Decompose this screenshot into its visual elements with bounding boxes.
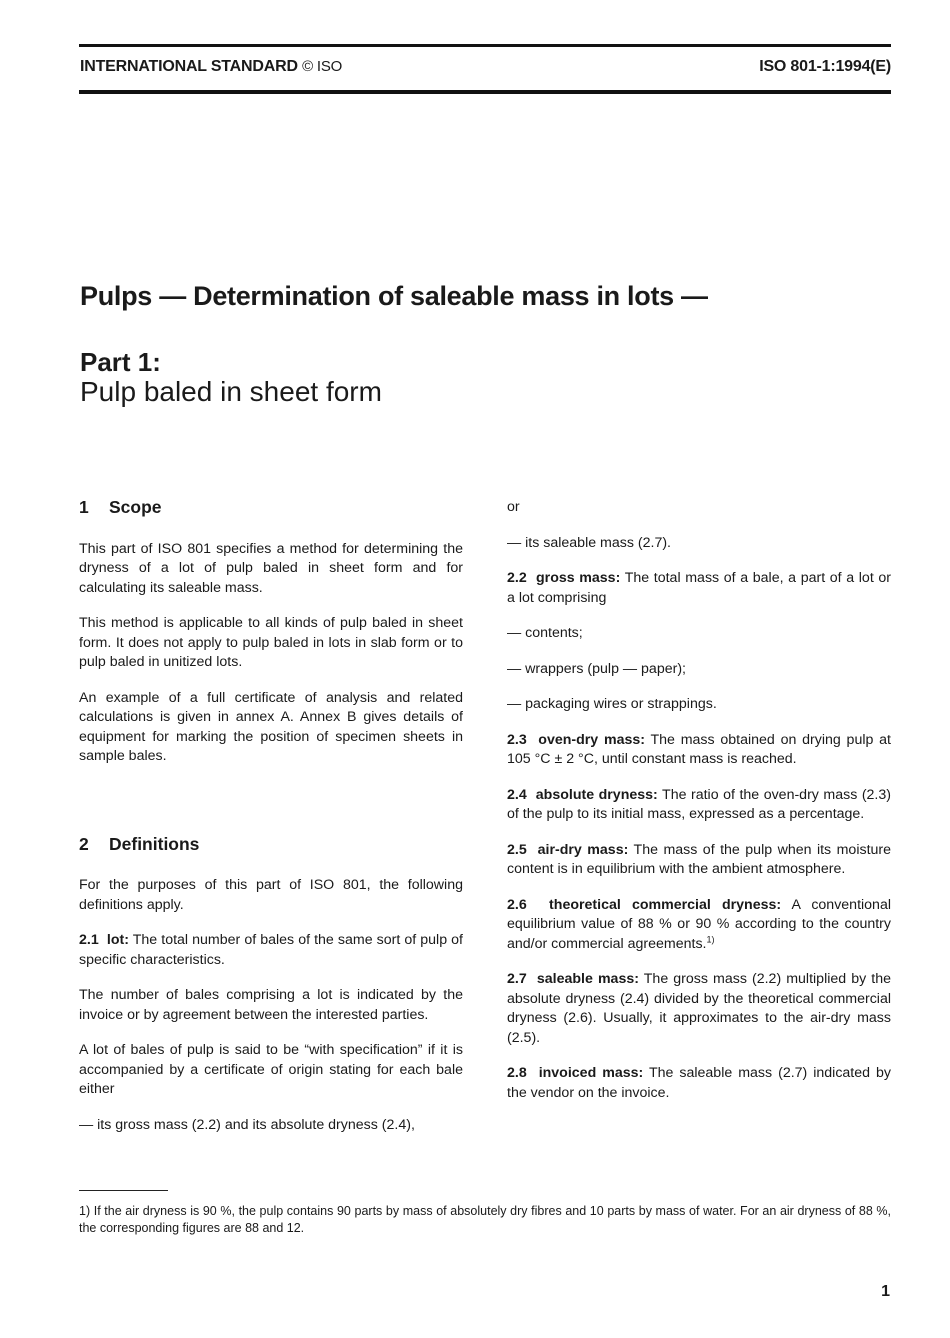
header-top-rule: [79, 44, 891, 47]
footnote: 1) If the air dryness is 90 %, the pulp contains 90 parts by mass of absolutely dry fibres and 10 parts by mass of water. For an air dryness of 88 %, the corresponding figures are 88 and 12.: [79, 1204, 891, 1235]
definition-2-5: 2.5 air-dry mass: The mass of the pulp when its moisture content is in equilibrium with the ambient atmosphere.: [507, 841, 892, 877]
section-2-heading: 2 Definitions: [79, 833, 200, 854]
standard-type-label: INTERNATIONAL STANDARD: [80, 58, 298, 75]
definition-2-2: 2.2 gross mass: The total mass of a bale, a part of a lot or a lot comprising: [507, 570, 892, 606]
lot-list-item-1: — its gross mass (2.2) and its absolute dryness (2.4),: [79, 1116, 415, 1133]
definition-2-3: 2.3 oven-dry mass: The mass obtained on drying pulp at 105 °C ± 2 °C, until constant mass is reached.: [507, 731, 891, 767]
document-title: Pulps — Determination of saleable mass in lots —: [80, 281, 708, 311]
document-type: [80, 58, 342, 76]
page-number: 1: [881, 1283, 890, 1300]
left-column: [79, 498, 463, 1151]
lot-paragraph-1: The number of bales comprising a lot is indicated by the invoice or by agreement between the interested parties.: [79, 987, 463, 1023]
copyright-label: © ISO: [302, 58, 343, 75]
definition-2-6: 2.6 theoretical commercial dryness: A conventional equilibrium value of 88 % or 90 % according to the country and/or commercial agreements.$^{1)}$: [507, 896, 891, 952]
part-label: Part 1:: [80, 347, 161, 377]
right-column: [507, 498, 891, 1119]
definition-2-7: 2.7 saleable mass: The gross mass (2.2) multiplied by the absolute dryness (2.4) divided by the theoretical commercial dryness (2.6). Usually, it approximates to the air-dry mass (2.5).: [507, 971, 891, 1046]
scope-paragraph-2: This method is applicable to all kinds of pulp baled in sheet form. It does not apply to pulp baled in lots in slab form or to pulp baled in unitized lots.: [79, 615, 463, 670]
part-title: Pulp baled in sheet form: [80, 376, 382, 407]
section-1-heading: 1 Scope: [79, 497, 162, 517]
or-label: or: [507, 499, 520, 515]
scope-paragraph-3: An example of a full certificate of analysis and related calculations is given in annex A. Annex B gives details of equipment for marking the position of specimen sheets in sample bales.: [79, 689, 463, 764]
definition-2-8: 2.8 invoiced mass: The saleable mass (2.7) indicated by the vendor on the invoice.: [507, 1065, 891, 1101]
footnote-ref: 1): [706, 933, 715, 944]
gross-mass-item-1: — contents;: [507, 625, 583, 641]
gross-mass-item-2: — wrappers (pulp — paper);: [507, 660, 686, 677]
definition-2-4: 2.4 absolute dryness: The ratio of the oven-dry mass (2.3) of the pulp to its initial mass, expressed as a percentage.: [507, 786, 891, 822]
footnote-rule: [79, 1190, 168, 1191]
lot-list-item-2: — its saleable mass (2.7).: [507, 534, 672, 551]
definitions-intro: For the purposes of this part of ISO 801, the following definitions apply.: [79, 877, 463, 913]
header-bottom-rule: [79, 90, 891, 94]
standard-number: ISO 801-1:1994(E): [759, 58, 891, 75]
lot-paragraph-2: A lot of bales of pulp is said to be “with specification” if it is accompanied by a certificate of origin stating for each bale either: [79, 1042, 463, 1097]
gross-mass-item-3: — packaging wires or strappings.: [507, 696, 717, 712]
definition-2-1: 2.1 lot: The total number of bales of the same sort of pulp of specific characteristics.: [79, 932, 463, 968]
scope-paragraph-1: This part of ISO 801 specifies a method for determining the dryness of a lot of pulp baled in sheet form and for calculating its saleable mass.: [79, 540, 463, 596]
